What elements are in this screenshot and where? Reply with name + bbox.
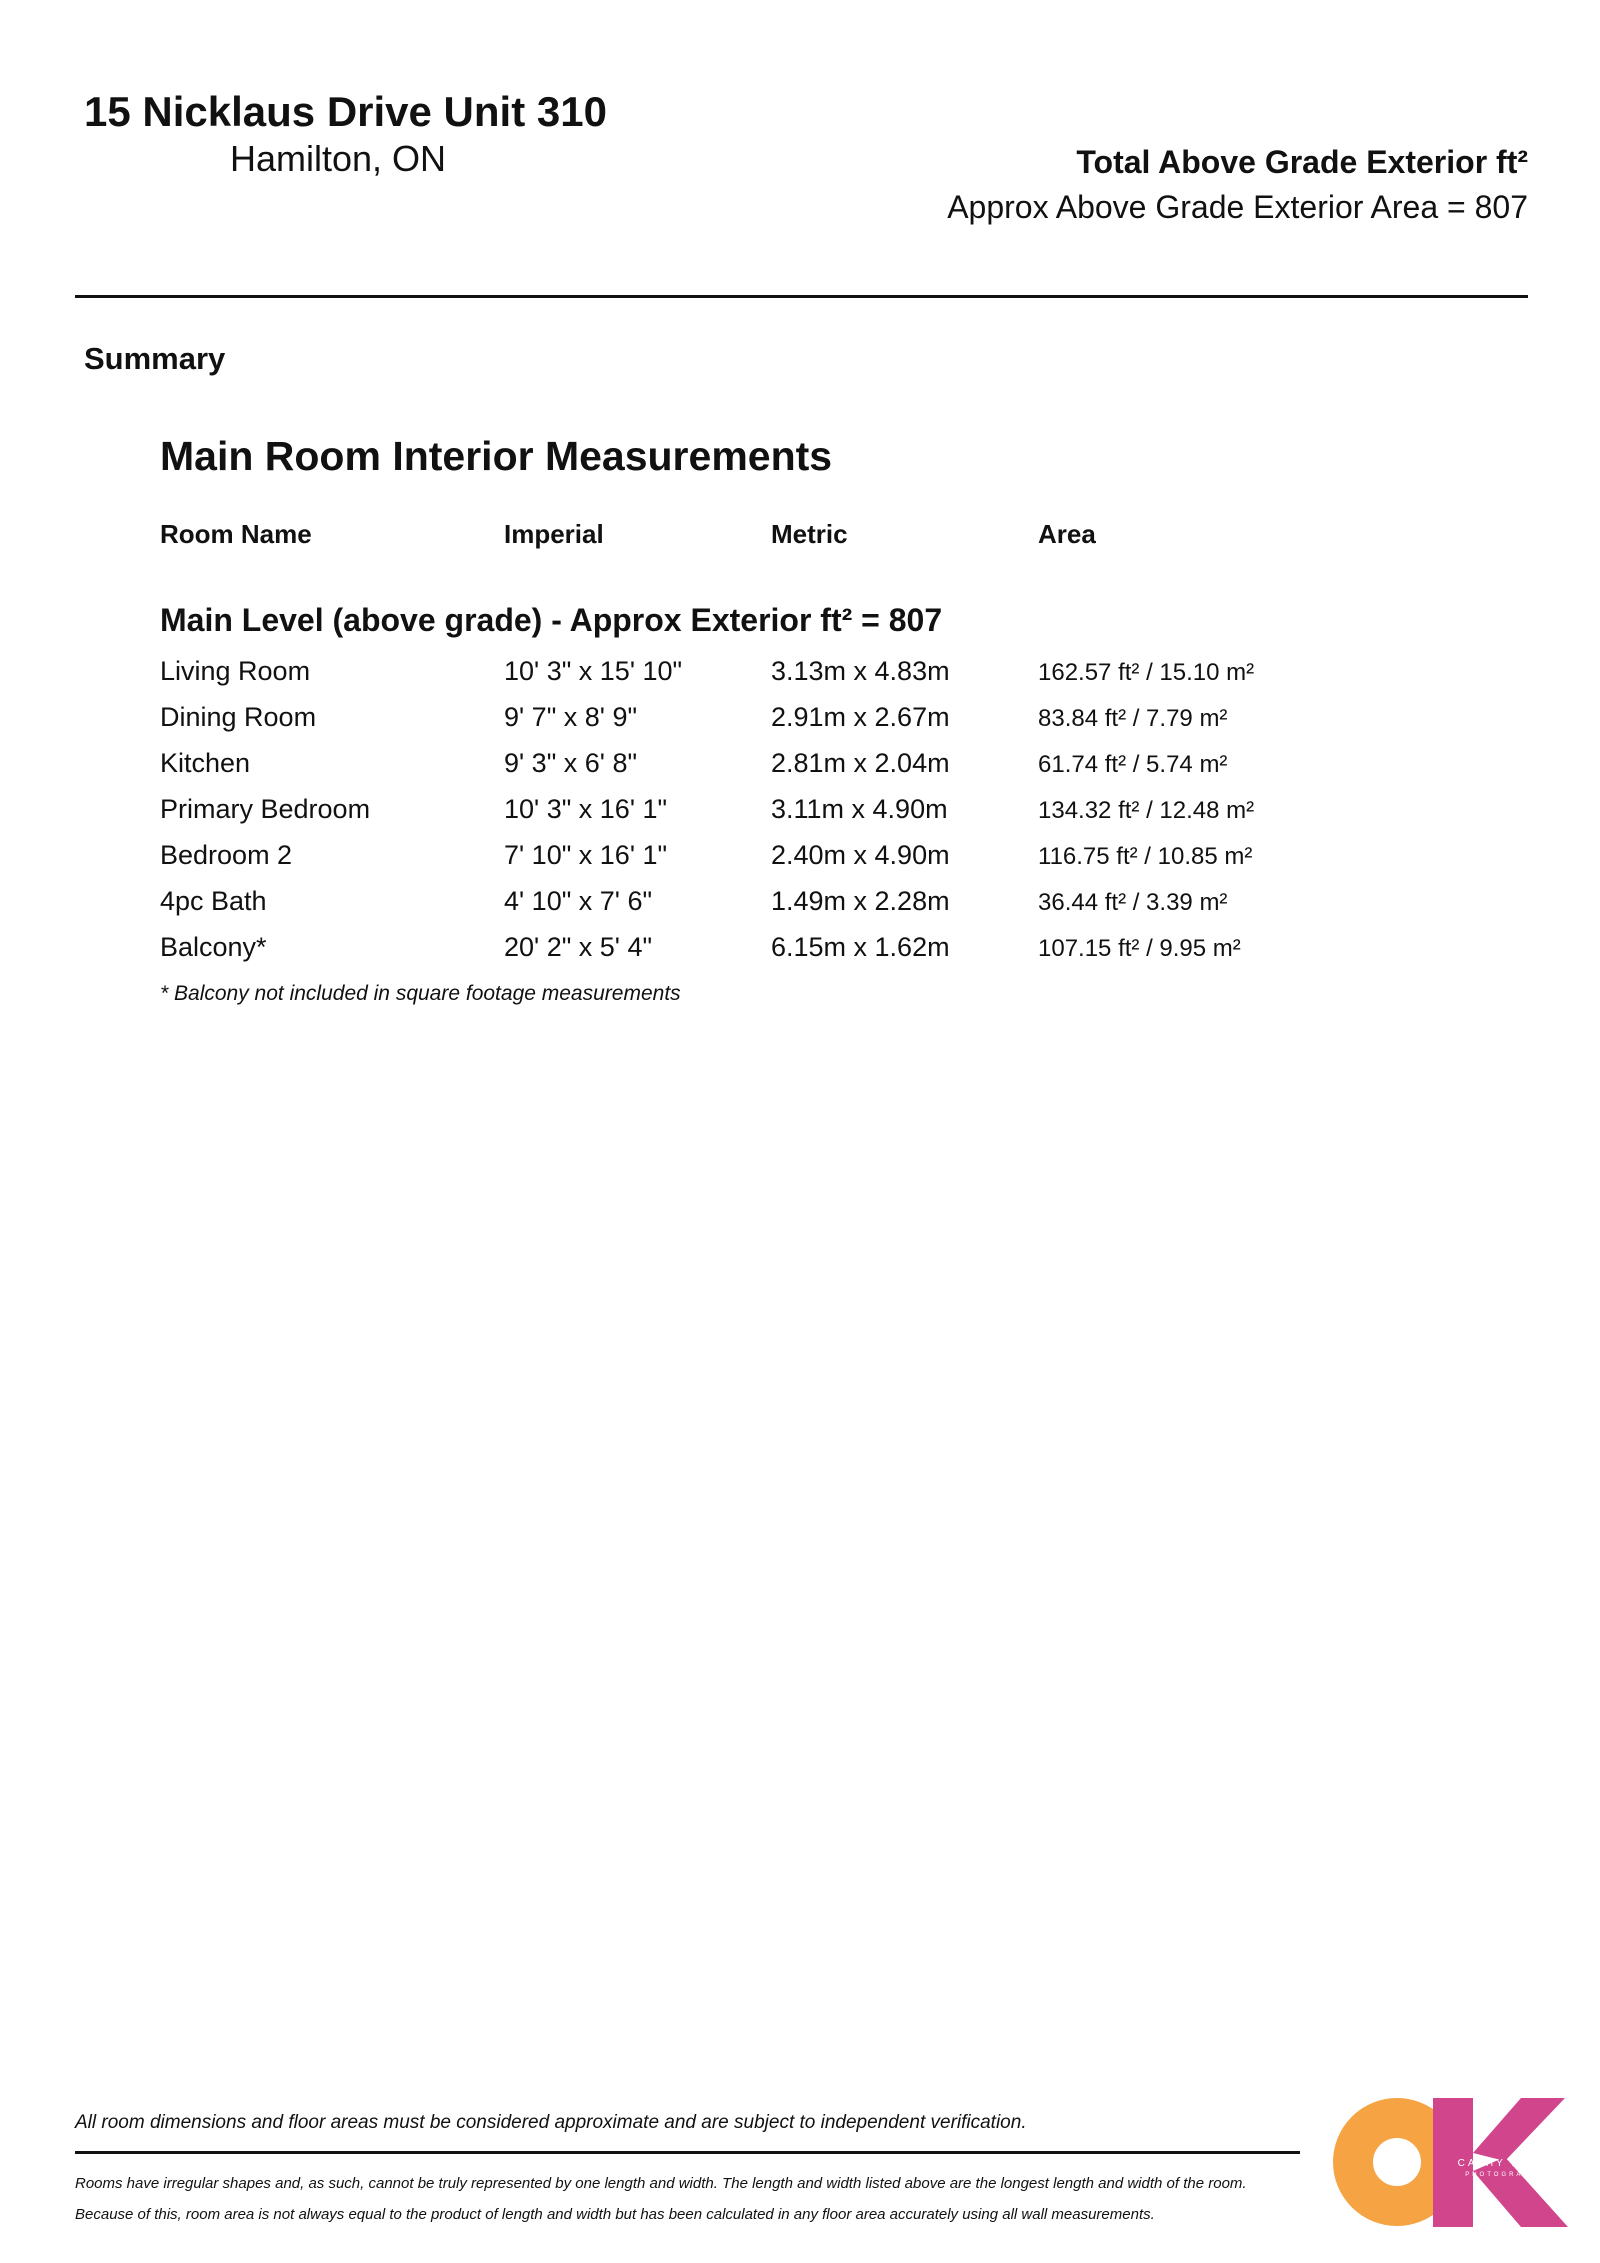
cathy-koop-logo: [1333, 2095, 1568, 2230]
room-imperial: 4' 10" x 7' 6": [504, 886, 653, 916]
column-header-area: Area: [1038, 519, 1096, 549]
room-area: 107.15 ft² / 9.95 m²: [1038, 935, 1241, 962]
room-area: 116.75 ft² / 10.85 m²: [1038, 843, 1253, 870]
summary-label: Summary: [84, 341, 226, 376]
disclaimer-text: All room dimensions and floor areas must be considered approximate and are subject to independent verification.: [75, 2112, 1027, 2133]
total-area-title: Total Above Grade Exterior ft²: [1076, 144, 1528, 180]
section-title: Main Room Interior Measurements: [160, 433, 833, 479]
room-imperial: 9' 7" x 8' 9": [504, 702, 638, 732]
measurement-note-line-2: Because of this, room area is not always equal to the product of length and width but has been calculated in any floor area accurately using all wall measurements.: [75, 2206, 1155, 2223]
room-name: Living Room: [160, 656, 311, 686]
level-title: Main Level (above grade) - Approx Exterior ft² = 807: [160, 602, 943, 638]
room-metric: 3.11m x 4.90m: [771, 794, 948, 824]
room-name: Primary Bedroom: [160, 794, 371, 824]
logo-name: CATHY KOOP: [1457, 2158, 1553, 2169]
room-imperial: 10' 3" x 15' 10": [504, 656, 683, 686]
room-name: Dining Room: [160, 702, 317, 732]
room-metric: 1.49m x 2.28m: [771, 886, 950, 916]
column-header-metric: Metric: [771, 519, 848, 549]
room-area: 61.74 ft² / 5.74 m²: [1038, 751, 1228, 778]
header-divider: [75, 295, 1528, 298]
footer-divider: [75, 2151, 1300, 2154]
column-header-imperial: Imperial: [504, 519, 604, 549]
property-address: 15 Nicklaus Drive Unit 310: [84, 88, 607, 135]
room-imperial: 9' 3" x 6' 8": [504, 748, 638, 778]
logo-tagline: PHOTOGRAPHY: [1465, 2172, 1545, 2178]
room-metric: 2.91m x 2.67m: [771, 702, 950, 732]
room-area: 162.57 ft² / 15.10 m²: [1038, 659, 1255, 686]
logo-letter-o: [1353, 2118, 1441, 2206]
room-name: Bedroom 2: [160, 840, 293, 870]
balcony-footnote: * Balcony not included in square footage measurements: [160, 982, 681, 1005]
room-imperial: 7' 10" x 16' 1": [504, 840, 668, 870]
room-metric: 2.40m x 4.90m: [771, 840, 950, 870]
column-header-room-name: Room Name: [160, 519, 312, 549]
room-area: 36.44 ft² / 3.39 m²: [1038, 889, 1228, 916]
property-city: Hamilton, ON: [230, 138, 447, 179]
measurement-note-line-1: Rooms have irregular shapes and, as such, cannot be truly represented by one length and width. The length and width listed above are the longest length and width of the room.: [75, 2175, 1247, 2192]
room-metric: 6.15m x 1.62m: [771, 932, 950, 962]
logo-graphic: [1333, 2095, 1568, 2230]
room-metric: 3.13m x 4.83m: [771, 656, 950, 686]
room-area: 83.84 ft² / 7.79 m²: [1038, 705, 1228, 732]
room-name: Balcony*: [160, 932, 267, 962]
room-imperial: 20' 2" x 5' 4": [504, 932, 653, 962]
room-area: 134.32 ft² / 12.48 m²: [1038, 797, 1255, 824]
room-metric: 2.81m x 2.04m: [771, 748, 950, 778]
room-imperial: 10' 3" x 16' 1": [504, 794, 668, 824]
room-name: Kitchen: [160, 748, 251, 778]
room-name: 4pc Bath: [160, 886, 267, 916]
total-area-value: Approx Above Grade Exterior Area = 807: [947, 189, 1528, 225]
